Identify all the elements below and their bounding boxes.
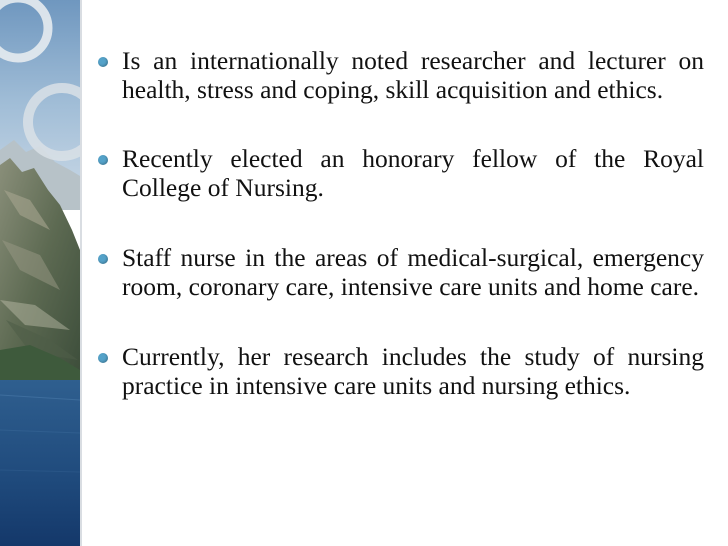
bullet-icon bbox=[98, 155, 108, 165]
bullet-list bbox=[98, 46, 704, 440]
bullet-icon bbox=[98, 57, 108, 67]
bullet-item bbox=[98, 144, 704, 202]
bullet-text: Currently, her research includes the study of nursing practice in intensive care units and nursing ethics. bbox=[122, 342, 704, 400]
bullet-text: Recently elected an honorary fellow of the Royal College of Nursing. bbox=[122, 144, 704, 202]
bullet-item bbox=[98, 342, 704, 400]
bullet-text: Is an internationally noted researcher and lecturer on health, stress and coping, skill acquisition and ethics. bbox=[122, 46, 704, 104]
bullet-item bbox=[98, 243, 704, 301]
bullet-item bbox=[98, 46, 704, 104]
bullet-icon bbox=[98, 254, 108, 264]
panel-divider bbox=[80, 0, 82, 546]
side-landscape-image bbox=[0, 0, 80, 546]
bullet-icon bbox=[98, 353, 108, 363]
bullet-text: Staff nurse in the areas of medical-surgical, emergency room, coronary care, intensive care units and home care. bbox=[122, 243, 704, 301]
